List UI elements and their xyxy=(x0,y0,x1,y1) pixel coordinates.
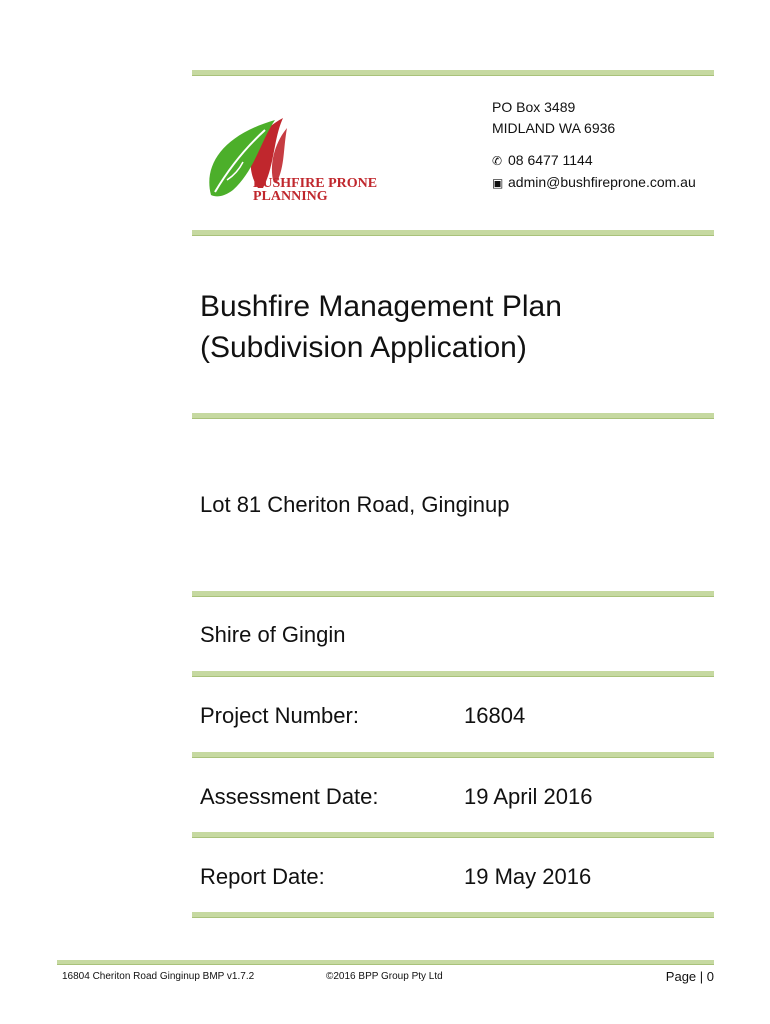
header-bottom-rule xyxy=(192,230,714,236)
assessment-date-value: 19 April 2016 xyxy=(464,784,593,809)
computer-icon: ▣ xyxy=(492,176,504,190)
assessment-date-label: Assessment Date: xyxy=(200,784,379,809)
shire-name: Shire of Gingin xyxy=(200,622,346,647)
title-line2: (Subdivision Application) xyxy=(200,331,527,364)
footer-doc-id: 16804 Cheriton Road Ginginup BMP v1.7.2 xyxy=(62,971,255,982)
phone-icon: ✆ xyxy=(492,154,503,168)
project-number-value: 16804 xyxy=(464,703,526,728)
po-box: PO Box 3489 xyxy=(492,99,576,115)
leaf-logo-icon xyxy=(203,110,383,210)
contact-block xyxy=(492,97,696,194)
header-top-rule xyxy=(192,70,714,76)
phone-number: 08 6477 1144 xyxy=(508,152,593,168)
site-address: Lot 81 Cheriton Road, Ginginup xyxy=(200,492,510,517)
project-rule xyxy=(192,752,714,758)
project-number-label: Project Number: xyxy=(200,703,359,728)
assessment-rule xyxy=(192,832,714,838)
company-logo xyxy=(203,110,383,210)
page-number: Page | 0 xyxy=(665,969,714,984)
email-address[interactable]: admin@bushfireprone.com.au xyxy=(508,174,696,190)
email-line xyxy=(492,172,696,194)
footer-rule xyxy=(57,960,714,965)
report-rule xyxy=(192,912,714,918)
logo-line1: BUSHFIRE PRONE xyxy=(253,176,378,191)
logo-line2: PLANNING xyxy=(253,189,328,204)
report-date-value: 19 May 2016 xyxy=(464,864,592,889)
footer-copyright: ©2016 BPP Group Pty Ltd xyxy=(326,971,443,982)
phone-line xyxy=(492,150,696,172)
address-rule xyxy=(192,591,714,597)
document-title xyxy=(200,286,562,368)
shire-rule xyxy=(192,671,714,677)
city: MIDLAND WA 6936 xyxy=(492,120,616,136)
title-line1: Bushfire Management Plan xyxy=(200,290,562,323)
report-date-label: Report Date: xyxy=(200,864,325,889)
title-rule xyxy=(192,413,714,419)
